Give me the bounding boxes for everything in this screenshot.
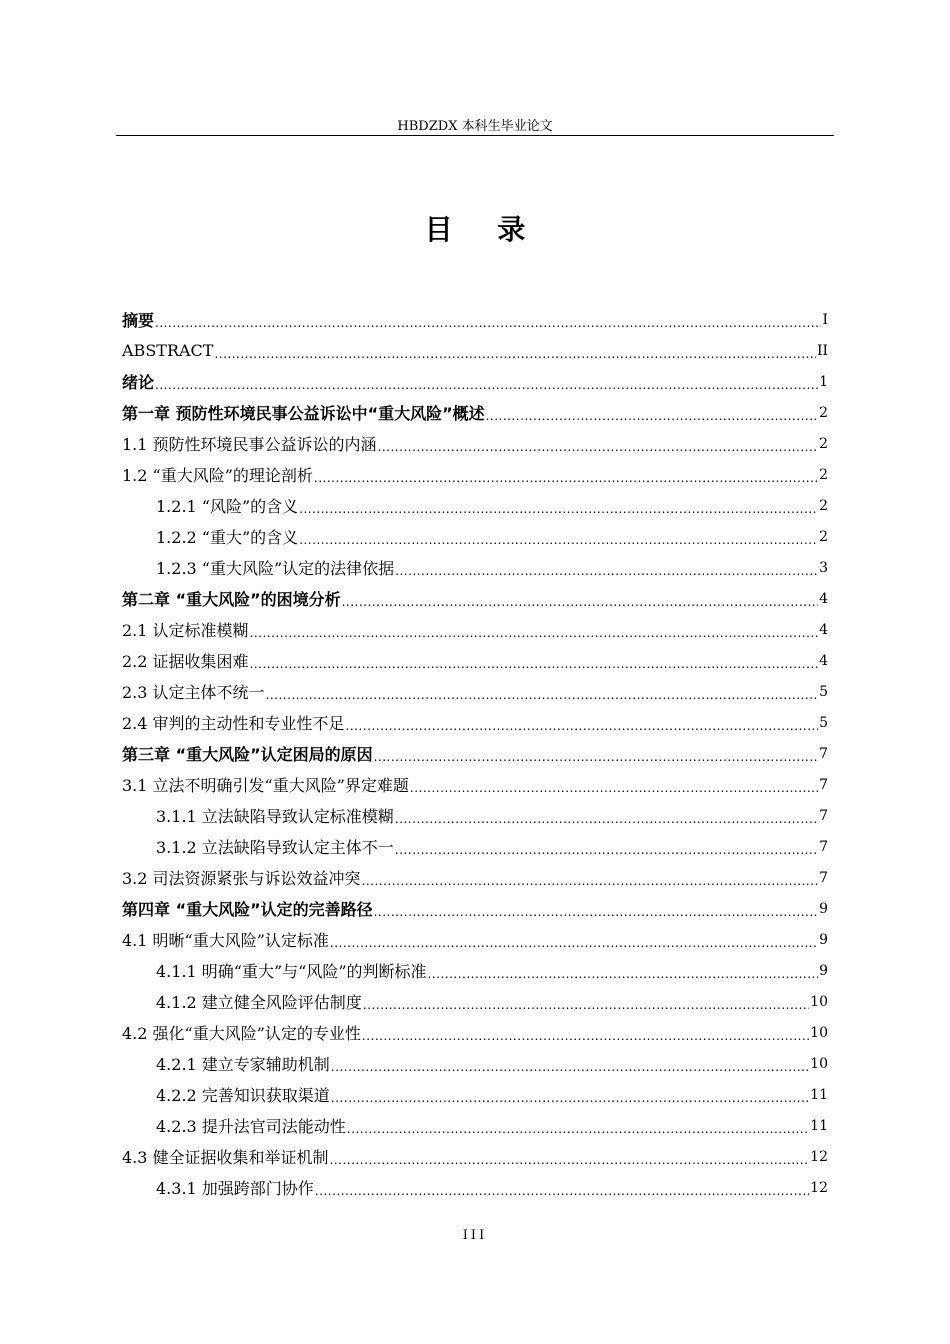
toc-entry-page: 9	[819, 900, 828, 917]
toc-entry[interactable]	[122, 335, 828, 366]
toc-entry-page: 7	[819, 807, 828, 824]
toc-leader-dots	[266, 681, 819, 703]
page-header: HBDZDX 本科生毕业论文	[397, 119, 553, 134]
toc-leader-dots	[342, 588, 818, 610]
toc-leader-dots	[314, 464, 818, 486]
toc-entry-label: 2.3 认定主体不统一	[122, 683, 265, 702]
toc-entry-page: 11	[810, 1086, 828, 1103]
toc-entry-page: 9	[819, 962, 828, 979]
toc-entry-label: 绪论	[122, 373, 155, 392]
toc-leader-dots	[378, 433, 819, 455]
toc-entry[interactable]	[122, 862, 828, 893]
toc-entry-label: 1.2 “重大风险”的理论剖析	[122, 466, 313, 485]
toc-entry[interactable]	[122, 645, 828, 676]
toc-leader-dots	[347, 1115, 809, 1137]
page-title: 目录	[424, 213, 571, 246]
toc-entry-page: 9	[819, 931, 828, 948]
toc-entry-page: 12	[810, 1179, 828, 1196]
toc-entry[interactable]	[122, 490, 828, 521]
toc-leader-dots	[486, 402, 818, 424]
toc-entry[interactable]	[122, 366, 828, 397]
toc-leader-dots	[374, 743, 818, 765]
toc-entry-label: 第四章 “重大风险”认定的完善路径	[122, 900, 373, 919]
toc-entry-label: 4.1.2 建立健全风险评估制度	[156, 993, 362, 1012]
toc-entry-label: 4.1 明晰“重大风险”认定标准	[122, 931, 329, 950]
toc-entry[interactable]	[122, 552, 828, 583]
toc-entry-page: 3	[819, 559, 828, 576]
toc-entry-label: 第二章 “重大风险”的困境分析	[122, 590, 341, 609]
toc-leader-dots	[250, 650, 819, 672]
toc-entry[interactable]	[122, 521, 828, 552]
toc-entry[interactable]	[122, 769, 828, 800]
toc-entry-label: 4.3 健全证据收集和举证机制	[122, 1148, 329, 1167]
toc-leader-dots	[395, 557, 818, 579]
toc-entry-page: 10	[810, 1024, 828, 1041]
toc-entry[interactable]	[122, 831, 828, 862]
toc-leader-dots	[155, 309, 821, 331]
toc-leader-dots	[299, 495, 818, 517]
toc-entry-label: 2.2 证据收集困难	[122, 652, 249, 671]
toc-entry-label: 第一章 预防性环境民事公益诉讼中“重大风险”概述	[122, 404, 485, 423]
toc-entry[interactable]	[122, 800, 828, 831]
toc-entry-label: 3.1.2 立法缺陷导致认定主体不一	[156, 838, 394, 857]
toc-leader-dots	[410, 774, 818, 796]
toc-leader-dots	[331, 1053, 809, 1075]
toc-entry[interactable]	[122, 707, 828, 738]
toc-entry[interactable]	[122, 1172, 828, 1203]
toc-entry-page: 10	[810, 1055, 828, 1072]
toc-entry[interactable]	[122, 1079, 828, 1110]
toc-entry[interactable]	[122, 428, 828, 459]
toc-entry-label: 3.1.1 立法缺陷导致认定标准模糊	[156, 807, 394, 826]
toc-entry-label: 1.2.3 “重大风险”认定的法律依据	[156, 559, 395, 578]
toc-entry-page: 2	[819, 435, 828, 452]
toc-entry-page: 7	[819, 869, 828, 886]
toc-leader-dots	[250, 619, 819, 641]
toc-leader-dots	[331, 1084, 809, 1106]
toc-entry-page: I	[822, 311, 828, 328]
toc-entry-label: 1.2.2 “重大”的含义	[156, 528, 299, 547]
toc-entry[interactable]	[122, 1141, 828, 1172]
toc-entry[interactable]	[122, 1110, 828, 1141]
toc-entry[interactable]	[122, 583, 828, 614]
toc-leader-dots	[155, 371, 818, 393]
toc-leader-dots	[362, 1022, 809, 1044]
toc-entry-label: 3.2 司法资源紧张与诉讼效益冲突	[122, 869, 361, 888]
toc-entry[interactable]	[122, 676, 828, 707]
header-rule	[116, 135, 834, 136]
toc-entry-page: 5	[819, 714, 828, 731]
toc-entry-label: ABSTRACT	[122, 341, 214, 360]
toc-entry-label: 1.2.1 “风险”的含义	[156, 497, 299, 516]
toc-entry-page: 2	[819, 466, 828, 483]
toc-entry[interactable]	[122, 397, 828, 428]
toc-entry[interactable]	[122, 986, 828, 1017]
toc-leader-dots	[299, 526, 818, 548]
toc-entry[interactable]	[122, 738, 828, 769]
toc-entry-page: 12	[810, 1148, 828, 1165]
toc-entry-page: 7	[819, 776, 828, 793]
toc-entry[interactable]	[122, 1048, 828, 1079]
toc-entry-label: 4.2.2 完善知识获取渠道	[156, 1086, 330, 1105]
toc-entry-label: 4.2.3 提升法官司法能动性	[156, 1117, 346, 1136]
toc-entry[interactable]	[122, 924, 828, 955]
toc-entry-label: 4.1.1 明确“重大”与“风险”的判断标准	[156, 962, 427, 981]
toc-entry-label: 摘要	[122, 311, 155, 330]
toc-leader-dots	[363, 991, 809, 1013]
toc-entry-page: 5	[819, 683, 828, 700]
toc-entry-page: 4	[819, 652, 828, 669]
toc-entry[interactable]	[122, 614, 828, 645]
toc-entry[interactable]	[122, 459, 828, 490]
toc-entry-label: 2.4 审判的主动性和专业性不足	[122, 714, 345, 733]
toc-entry[interactable]	[122, 1017, 828, 1048]
toc-entry-page: 7	[819, 745, 828, 762]
toc-entry[interactable]	[122, 304, 828, 335]
toc-entry[interactable]	[122, 955, 828, 986]
toc-leader-dots	[395, 836, 818, 858]
toc-entry-page: 1	[819, 373, 828, 390]
toc-leader-dots	[374, 898, 818, 920]
toc-entry[interactable]	[122, 893, 828, 924]
toc-entry-label: 4.3.1 加强跨部门协作	[156, 1179, 314, 1198]
toc-entry-page: 4	[819, 621, 828, 638]
toc-entry-label: 2.1 认定标准模糊	[122, 621, 249, 640]
toc-entry-label: 第三章 “重大风险”认定困局的原因	[122, 745, 373, 764]
toc-entry-page: 2	[819, 404, 828, 421]
toc-leader-dots	[395, 805, 818, 827]
toc-entry-label: 3.1 立法不明确引发“重大风险”界定难题	[122, 776, 409, 795]
toc-entry-page: 7	[819, 838, 828, 855]
toc-leader-dots	[362, 867, 819, 889]
toc-entry-page: 10	[810, 993, 828, 1010]
toc-leader-dots	[315, 1177, 809, 1199]
toc-entry-label: 1.1 预防性环境民事公益诉讼的内涵	[122, 435, 377, 454]
toc-entry-page: 4	[819, 590, 828, 607]
toc-entry-label: 4.2.1 建立专家辅助机制	[156, 1055, 330, 1074]
toc-leader-dots	[330, 1146, 810, 1168]
toc-leader-dots	[330, 929, 818, 951]
page-number: III	[462, 1228, 488, 1243]
toc-leader-dots	[214, 340, 815, 362]
toc-entry-page: II	[816, 342, 828, 359]
toc-leader-dots	[346, 712, 819, 734]
toc-entry-label: 4.2 强化“重大风险”认定的专业性	[122, 1024, 361, 1043]
toc-entry-page: 2	[819, 497, 828, 514]
toc-entry-page: 11	[810, 1117, 828, 1134]
toc-entry-page: 2	[819, 528, 828, 545]
toc-leader-dots	[428, 960, 819, 982]
table-of-contents	[122, 304, 828, 1203]
